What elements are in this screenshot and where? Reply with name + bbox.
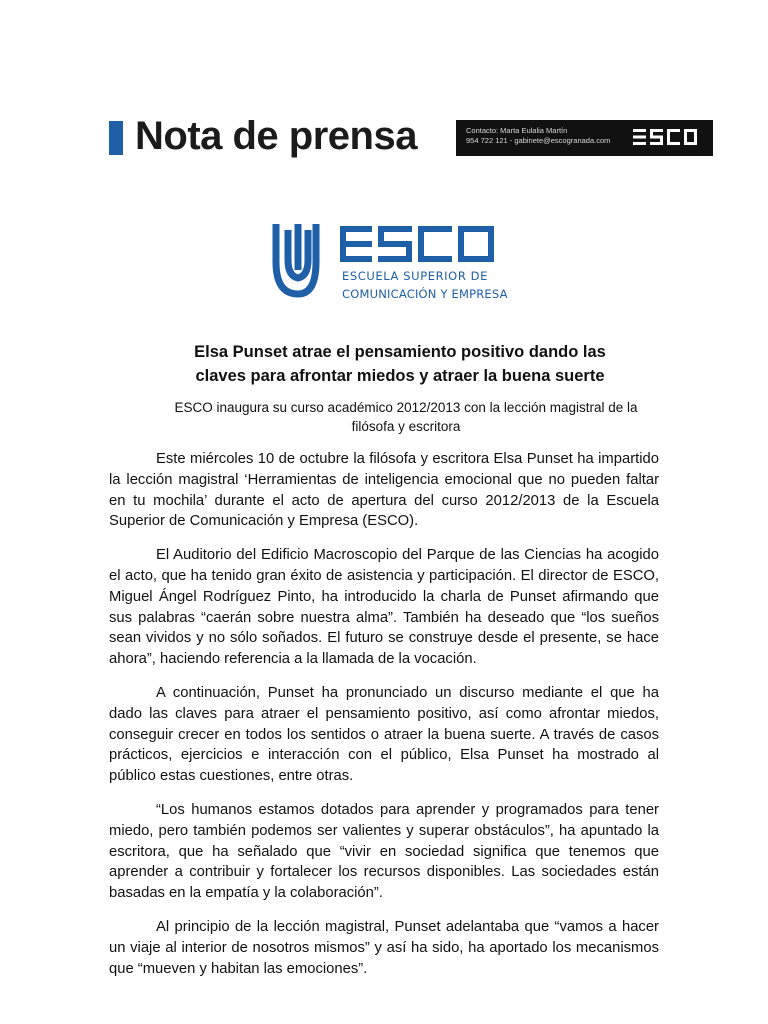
paragraph: Este miércoles 10 de octubre la filósofa y escritora Elsa Punset ha impartido la lección magistral ‘Herramientas de inteligencia emocional que no pueden faltar en tu mochila’ durante el acto de apertura del curso 2012/2013 de la Escuela Superior de Comunicación y Empresa (ESCO).: [109, 451, 659, 530]
press-release-header: [109, 114, 713, 158]
logo-line2: COMUNICACIÓN Y EMPRESA: [342, 287, 508, 301]
contact-phone-email: 954 722 121 - gabinete@escogranada.com: [466, 136, 611, 145]
contact-info: [466, 126, 610, 146]
esco-logo-small: [633, 128, 703, 146]
headline-line1: Elsa Punset atrae el pensamiento positivo dando las: [194, 343, 606, 361]
paragraph: El Auditorio del Edificio Macroscopio del Parque de las Ciencias ha acogido el acto, que ha tenido gran éxito de asistencia y participación. El director de ESCO, Miguel Ángel Rodríguez Pinto, ha introducido la charla de Punset afirmando que sus palabras “caerán sobre nuestra alma”. También ha deseado que “los sueños sean vividos y no sólo soñados. El futuro se construye desde el presente, se hace ahora”, haciendo referencia a la llamada de la vocación.: [109, 547, 659, 668]
header-accent-bar: [109, 121, 123, 155]
subhead-line1: ESCO inaugura su curso académico 2012/2013 con la lección magistral de la: [174, 400, 638, 415]
headline-line2: claves para afrontar miedos y atraer la buena suerte: [195, 367, 605, 385]
paragraph: “Los humanos estamos dotados para aprender y programados para tener miedo, pero también podemos ser valientes y superar obstáculos”, ha apuntado la escritora, que ha señalado que “vivir en sociedad significa que tenemos que aprender a contribuir y fortalecer los recursos disponibles. Las sociedades están basadas en la empatía y la colaboración”.: [109, 801, 659, 902]
headline: [140, 340, 660, 388]
esco-logo: [254, 200, 522, 318]
page-title: Nota de prensa: [135, 114, 417, 158]
contact-name: Contacto: Marta Eulalia Martín: [466, 126, 568, 135]
article-body: [109, 449, 659, 992]
paragraph: A continuación, Punset ha pronunciado un discurso mediante el que ha dado las claves para atraer el pensamiento positivo, así como afrontar miedos, conseguir crecer en todos los sentidos o atraer la buena suerte. A través de casos prácticos, ejercicios e interacción con el público, Elsa Punset ha mostrado al público estas cuestiones, entre otras.: [109, 684, 659, 785]
logo-line1: ESCUELA SUPERIOR DE: [342, 269, 488, 283]
subheadline: [140, 398, 672, 436]
subhead-line2: filósofa y escritora: [351, 419, 461, 434]
contact-box: [456, 120, 713, 156]
paragraph: Al principio de la lección magistral, Punset adelantaba que “vamos a hacer un viaje al interior de nosotros mismos” y así ha sido, ha aportado los mecanismos que “mueven y habitan las emociones”.: [109, 918, 659, 977]
